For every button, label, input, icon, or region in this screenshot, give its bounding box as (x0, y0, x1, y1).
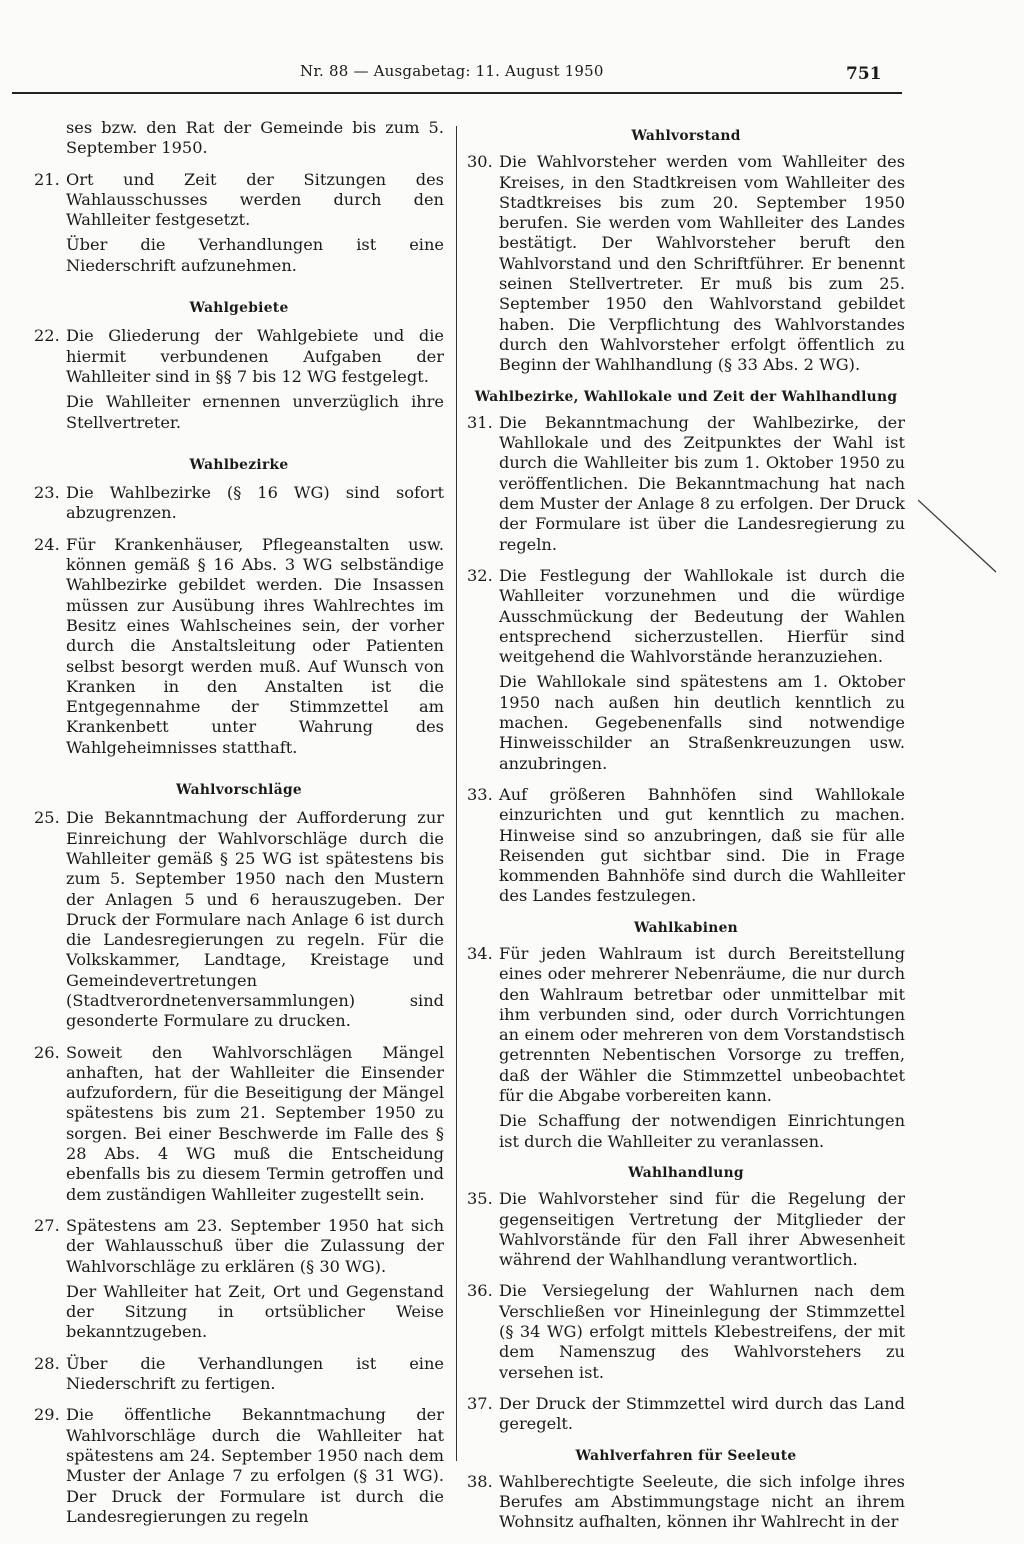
list-item-21 (34, 170, 444, 231)
header-rule (12, 92, 902, 94)
item-number: 32. (467, 565, 493, 585)
section-heading: Wahlbezirke (189, 456, 289, 473)
item-text: Wahlberechtigte Seeleute, die sich infolge ihres Berufes am Abstimmungstage nicht an ihrem Wohnsitz aufhalten, können ihr Wahlrecht in der (499, 1471, 905, 1532)
item-text: Für jeden Wahlraum ist durch Bereitstellung eines oder mehrerer Nebenräume, die nur durch den Wahlraum betretbar oder unmittelbar mit ihm verbunden sind, oder durch Vorrichtungen an einem oder mehreren von dem Vorstandstisch getrennten Nebentischen Vorsorge zu treffen, daß der Wähler die Stimmzettel unbeobachtet für die Abgabe vorbereiten kann. (499, 943, 905, 1106)
list-item-35 (467, 1189, 905, 1270)
list-item-23 (34, 483, 444, 524)
list-item-30 (467, 152, 905, 375)
item-number: 23. (34, 483, 60, 503)
item-text: Die Wahlvorsteher werden vom Wahlleiter des Kreises, in den Stadtkreisen vom Wahlleiter des Stadtkreises bis zum 20. September 1950 berufen. Sie werden vom Wahlleiter des Landes bestätigt. Der Wahlvorsteher beruft den Wahlvorstand und den Schriftführer. Er benennt seinen Stellvertreter. Er muß bis zum 25. September 1950 den Wahlvorstand gebildet haben. Die Verpflichtung des Wahlvorstandes durch den Wahlvorsteher erfolgt öffentlich zu Beginn der Wahlhandlung (§ 33 Abs. 2 WG). (499, 152, 905, 375)
list-item-36 (467, 1281, 905, 1382)
item-number: 38. (467, 1471, 493, 1491)
item-number: 29. (34, 1405, 60, 1425)
paragraph: Die Wahlleiter ernennen unverzüglich ihre Stellvertreter. (66, 392, 444, 432)
paragraph: Die Schaffung der notwendigen Einrichtungen ist durch die Wahlleiter zu veranlassen. (499, 1111, 905, 1151)
list-item (34, 118, 444, 159)
item-number: 21. (34, 169, 60, 189)
item-text: Für Krankenhäuser, Pflegeanstalten usw. können gemäß § 16 Abs. 3 WG selbständige Wahlbezirke gebildet werden. Die Insassen müssen zur Ausübung ihres Wahlrechtes im Besitz eines Wahlscheines sein, der vorher durch die Anstaltsleitung oder Patienten selbst besorgt werden muß. Auf Wunsch von Kranken in den Anstalten ist die Entgegennahme der Stimmzettel am Krankenbett unter Wahrung des Wahlgeheimnisses statthaft. (66, 534, 444, 757)
list-item-33 (467, 785, 905, 907)
left-column (34, 118, 444, 1538)
item-number: 37. (467, 1393, 493, 1413)
item-text: Die Wahlbezirke (§ 16 WG) sind sofort abzugrenzen. (66, 483, 444, 523)
list-item-29 (34, 1405, 444, 1527)
section-heading: Wahlvorstand (631, 128, 741, 144)
list-item-28 (34, 1354, 444, 1395)
item-text: Über die Verhandlungen ist eine Niederschrift zu fertigen. (66, 1353, 444, 1394)
section-heading: Wahlbezirke, Wahllokale und Zeit der Wahlhandlung (474, 388, 898, 405)
continuation-text: ses bzw. den Rat der Gemeinde bis zum 5. September 1950. (66, 118, 444, 158)
item-text: Die Versiegelung der Wahlurnen nach dem Verschließen vor Hineinlegung der Stimmzettel (§ 34 WG) erfolgt mittels Klebestreifens, der mit dem Namenszug des Wahlvorstehers zu versehen ist. (499, 1281, 905, 1382)
item-text: Die Gliederung der Wahlgebiete und die hiermit verbundenen Aufgaben der Wahlleiter sind in §§ 7 bis 12 WG festgelegt. (66, 326, 444, 386)
page-header: Nr. 88 — Ausgabetag: 11. August 1950 (300, 62, 604, 80)
item-text: Ort und Zeit der Sitzungen des Wahlausschusses werden durch den Wahlleiter festgesetzt. (66, 169, 444, 230)
item-text: Soweit den Wahlvorschlägen Mängel anhaften, hat der Wahlleiter die Einsender aufzufordern, für die Beseitigung der Mängel spätestens bis zum 21. September 1950 zu sorgen. Bei einer Beschwerde im Falle des § 28 Abs. 4 WG muß die Entscheidung ebenfalls bis zu diesem Termin getroffen und dem zuständigen Wahlleiter zugestellt sein. (66, 1042, 444, 1204)
list-item-27 (34, 1216, 444, 1277)
item-number: 30. (467, 152, 493, 172)
section-heading: Wahlgebiete (189, 300, 289, 317)
list-item-34 (467, 944, 905, 1106)
list-item-25 (34, 808, 444, 1031)
list-item-32 (467, 566, 905, 667)
page-number: 751 (846, 64, 882, 84)
list-item-38 (467, 1472, 905, 1533)
item-text: Die Festlegung der Wahllokale ist durch die Wahlleiter vorzunehmen und die würdige Ausschmückung der Bedeutung der Wahlen entsprechend sicherzustellen. Hierfür sind weitgehend die Wahlvorstände heranzuziehen. (499, 565, 905, 667)
item-number: 28. (34, 1353, 60, 1373)
item-number: 26. (34, 1042, 60, 1062)
item-number: 33. (467, 784, 493, 804)
item-text: Spätestens am 23. September 1950 hat sich der Wahlausschuß über die Zulassung der Wahlvorschläge zu erklären (§ 30 WG). (66, 1215, 444, 1276)
item-number: 24. (34, 534, 60, 554)
list-item-37 (467, 1394, 905, 1435)
item-number: 35. (467, 1189, 493, 1209)
item-text: Die Bekanntmachung der Wahlbezirke, der Wahllokale und des Zeitpunktes der Wahl ist durch die Wahlleiter bis zum 1. Oktober 1950 zu veröffentlichen. Die Bekanntmachung hat nach dem Muster der Anlage 8 zu erfolgen. Der Druck der Formulare ist über die Landesregierung zu regeln. (499, 412, 905, 554)
item-text: Die Bekanntmachung der Aufforderung zur Einreichung der Wahlvorschläge durch die Wahlleiter gemäß § 25 WG ist spätestens bis zum 5. September 1950 nach den Mustern der Anlagen 5 und 6 herauszugeben. Der Druck der Formulare nach Anlage 6 ist durch die Landesregierungen zu regeln. Für die Volkskammer, Landtage, Kreistage und Gemeindevertretungen (Stadtverordnetenversammlungen) sind gesonderte Formulare zu drucken. (66, 808, 444, 1031)
section-heading: Wahlkabinen (633, 919, 739, 936)
paragraph: Über die Verhandlungen ist eine Niederschrift aufzunehmen. (66, 235, 444, 275)
item-text: Die Wahlvorsteher sind für die Regelung der gegenseitigen Vertretung der Mitglieder der Wahlvorstände für den Fall ihrer Abwesenheit während der Wahlhandlung verantwortlich. (499, 1189, 905, 1270)
section-heading: Wahlhandlung (628, 1164, 744, 1181)
item-number: 34. (467, 943, 493, 963)
item-text: Die öffentliche Bekanntmachung der Wahlvorschläge durch die Wahlleiter hat spätestens am 24. September 1950 nach dem Muster der Anlage 7 zu erfolgen (§ 31 WG). Der Druck der Formulare ist durch die Landesregierungen zu regeln (66, 1405, 444, 1526)
list-item-22 (34, 326, 444, 387)
list-item-31 (467, 413, 905, 555)
item-text: Der Druck der Stimmzettel wird durch das Land geregelt. (499, 1393, 905, 1434)
item-number: 31. (467, 412, 493, 432)
section-heading: Wahlverfahren für Seeleute (575, 1447, 797, 1464)
paragraph: Der Wahlleiter hat Zeit, Ort und Gegenstand der Sitzung in ortsüblicher Weise bekanntzugeben. (66, 1281, 444, 1342)
scan-mark (918, 498, 998, 574)
list-item-24 (34, 535, 444, 758)
section-heading: Wahlvorschläge (175, 782, 302, 799)
paragraph: Die Wahllokale sind spätestens am 1. Oktober 1950 nach außen hin deutlich kenntlich zu machen. Gegebenenfalls sind notwendige Hinweisschilder an Straßenkreuzungen usw. anzubringen. (499, 672, 905, 773)
item-number: 36. (467, 1281, 493, 1301)
list-item-26 (34, 1043, 444, 1205)
right-column (467, 118, 905, 1544)
item-text: Auf größeren Bahnhöfen sind Wahllokale einzurichten und gut kenntlich zu machen. Hinweise sind so anzubringen, daß sie für alle Reisenden gut sichtbar sind. Die in Frage kommenden Bahnhöfe sind durch die Wahlleiter des Landes festzulegen. (499, 784, 905, 906)
item-number: 22. (34, 326, 60, 346)
item-number: 25. (34, 808, 60, 828)
column-divider (456, 126, 457, 1461)
item-number: 27. (34, 1215, 60, 1235)
